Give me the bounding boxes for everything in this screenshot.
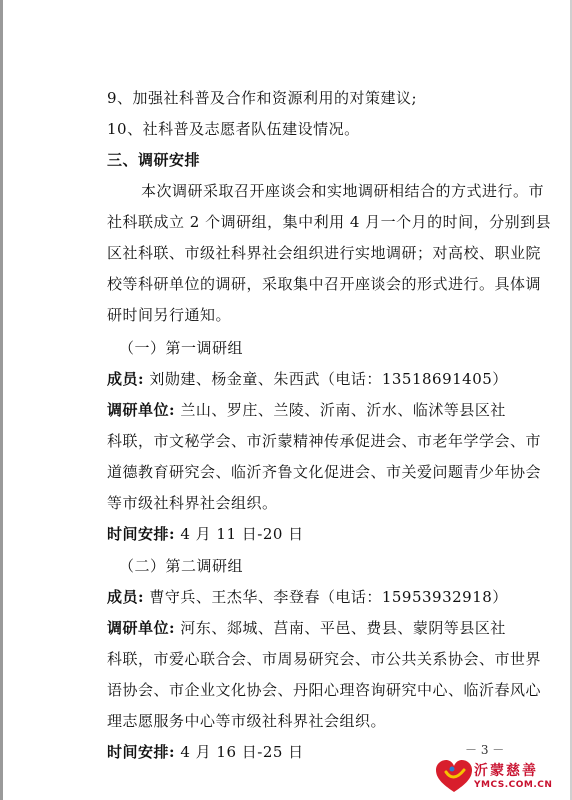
group2-time-label: 时间安排: — [107, 743, 176, 761]
group1-members-label: 成员: — [107, 370, 145, 388]
group1-units-cont: 道德教育研究会、临沂齐鲁文化促进会、市关爱问题青少年协会 — [107, 463, 542, 481]
paragraph-line: 研时间另行通知。 — [107, 306, 232, 324]
group2-units-cont: 科联，市爱心联合会、市周易研究会、市公共关系协会、市世界 — [107, 650, 542, 668]
list-item-9: 9、加强社科普及合作和资源利用的对策建议; — [107, 89, 418, 107]
group2-title: （二）第二调研组 — [119, 557, 244, 575]
group2-members-line — [107, 587, 508, 607]
group1-units-label: 调研单位: — [107, 401, 176, 419]
paragraph-line: 区社科联、市级社科界社会组织进行实地调研；对高校、职业院 — [107, 244, 542, 262]
group2-units-line — [107, 618, 506, 638]
group1-time-label: 时间安排: — [107, 525, 176, 543]
group1-title: （一）第一调研组 — [119, 339, 244, 357]
paragraph-line: 本次调研采取召开座谈会和实地调研相结合的方式进行。市 — [141, 182, 545, 200]
watermark-url: YMCS.COM.CN — [474, 780, 553, 790]
page-number: － 3 － — [465, 743, 505, 757]
watermark-name: 沂蒙慈善 — [474, 763, 538, 779]
group1-time: 4 月 11 日-20 日 — [180, 525, 304, 543]
group2-units-label: 调研单位: — [107, 619, 176, 637]
section-heading: 三、调研安排 — [107, 151, 201, 169]
group2-time-line — [107, 742, 304, 762]
group2-units: 河东、郯城、莒南、平邑、费县、蒙阴等县区社 — [180, 619, 506, 637]
group1-time-line — [107, 524, 304, 544]
list-item-10: 10、社科普及志愿者队伍建设情况。 — [107, 120, 360, 138]
group2-time: 4 月 16 日-25 日 — [180, 743, 304, 761]
group1-units-cont: 等市级社科界社会组织。 — [107, 494, 278, 512]
paragraph-line: 社科联成立 2 个调研组，集中利用 4 月一个月的时间，分别到县 — [107, 213, 552, 231]
heart-icon — [432, 756, 476, 796]
group1-units-line — [107, 400, 506, 420]
group2-units-cont: 语协会、市企业文化协会、丹阳心理咨询研究中心、临沂春风心 — [107, 681, 542, 699]
group2-units-cont: 理志愿服务中心等市级社科界社会组织。 — [107, 712, 387, 730]
group1-members: 刘勋建、杨金童、朱西武（电话：13518691405） — [149, 370, 508, 388]
group1-units-cont: 科联，市文秘学会、市沂蒙精神传承促进会、市老年学学会、市 — [107, 432, 542, 450]
group1-units: 兰山、罗庄、兰陵、沂南、沂水、临沭等县区社 — [180, 401, 506, 419]
group2-members-label: 成员: — [107, 588, 145, 606]
group2-members: 曹守兵、王杰华、李登春（电话：15953932918） — [149, 588, 508, 606]
group1-members-line — [107, 369, 508, 389]
paragraph-line: 校等科研单位的调研，采取集中召开座谈会的形式进行。具体调 — [107, 275, 542, 293]
